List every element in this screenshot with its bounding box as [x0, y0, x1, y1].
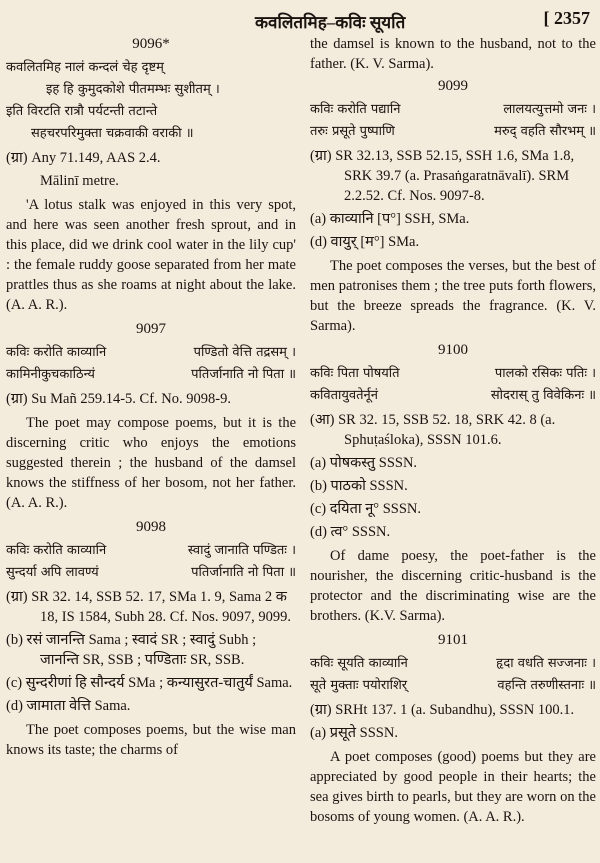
variant-reading: (b) पाठको SSSN.	[310, 478, 408, 494]
half-line: सुन्दर्या अपि लावण्यं	[6, 565, 99, 580]
half-line: लालयत्युत्तमो जनः ।	[503, 102, 596, 117]
sanskrit-line	[6, 342, 296, 364]
half-line: मरुद् वहति सौरभम् ॥	[494, 124, 596, 139]
half-line: कविः करोति काव्यानि	[6, 543, 107, 558]
sanskrit-line: कवलितमिह नालं कन्दलं चेह दृष्टम्	[6, 60, 164, 75]
sanskrit-line	[310, 653, 596, 675]
running-title: कवलितमिह–कविः सूयति	[255, 13, 406, 32]
half-line: पालको रसिकः पतिः ।	[494, 366, 596, 381]
translation: The poet composes the verses, but the best of men patronises them ; the tree puts forth flowers, but the breeze spreads the fragrance. (K. V. Sarma).	[310, 258, 596, 334]
translation-continued: the damsel is known to the husband, not to the father. (K. V. Sarma).	[310, 36, 596, 72]
variant-reading: (d) वायुर् [म°] SMa.	[310, 234, 420, 250]
metre-note: Mālinī metre.	[40, 173, 119, 189]
half-line: पतिर्जानाति नो पिता ॥	[191, 367, 296, 382]
right-column	[310, 34, 596, 833]
translation: The poet may compose poems, but it is the discerning critic who enjoys the emotions suggested therein ; the husband of the damsel knows the stiffness of her bosom, not her father. (A. A. R.).	[6, 415, 296, 511]
sanskrit-line	[310, 385, 596, 407]
translation: 'A lotus stalk was enjoyed in this very spot, and here was seen another fresh sprout, and in this place, did we drink cool water in the lily cup' : the female ruddy goose separated from her mate prattles thus as she roams at night about the lake. (A. A. R.).	[6, 197, 296, 313]
source-citation: (ग्रा) SR 32. 14, SSB 52. 17, SMa 1. 9, Sama 2 क 18, IS 1584, Subh 28. Cf. Nos. 9097, 9099.	[6, 589, 291, 625]
variant-reading: (a) प्रसूते SSSN.	[310, 725, 398, 741]
half-line: कविः करोति काव्यानि	[6, 345, 107, 360]
verse-number: 9099	[438, 78, 468, 94]
sanskrit-line	[310, 675, 596, 697]
sanskrit-line	[6, 540, 296, 562]
half-line: सोदरास् तु विवेकिनः ॥	[490, 388, 596, 403]
variant-reading: (b) रसं जानन्ति Sama ; स्वादं SR ; स्वादुं Subh ; जानन्ति SR, SSB ; पण्डिताः SR, SSB.	[6, 632, 257, 668]
page-number: [ 2357	[543, 8, 590, 28]
verse-9096	[6, 36, 296, 315]
sanskrit-line	[6, 562, 296, 584]
variant-reading: (c) सुन्दरीणां हि सौन्दर्य SMa ; कन्यासुरत-चातुर्यं Sama.	[6, 675, 293, 691]
half-line: स्वादुं जानाति पण्डितः ।	[187, 543, 296, 558]
variant-reading: (c) दयिता नू° SSSN.	[310, 501, 421, 517]
verse-number: 9098	[136, 519, 166, 535]
variant-reading: (a) पोषकस्तु SSSN.	[310, 455, 418, 471]
half-line: सूते मुक्ताः पयोराशिर्	[310, 678, 408, 693]
variant-reading: (a) काव्यानि [प°] SSH, SMa.	[310, 211, 470, 227]
half-line: कविः सूयति काव्यानि	[310, 656, 408, 671]
half-line: पण्डितो वेत्ति तद्रसम् ।	[193, 345, 296, 360]
half-line: तरुः प्रसूते पुष्पाणि	[310, 124, 395, 139]
translation: The poet composes poems, but the wise man knows its taste; the charms of	[6, 722, 296, 758]
verse-number: 9101	[438, 632, 468, 648]
half-line: कवितायुवतेर्नूनं	[310, 388, 378, 403]
sanskrit-line	[310, 121, 596, 143]
variant-reading: (d) त्व° SSSN.	[310, 524, 391, 540]
left-column	[6, 34, 296, 766]
translation: Of dame poesy, the poet-father is the nourisher, the discerning critic-husband is the protector and the discriminating wise are the brothers. (K.V. Sarma).	[310, 548, 596, 624]
verse-9101	[310, 632, 596, 827]
verse-number: 9100	[438, 342, 468, 358]
variant-reading: (d) जामाता वेत्ति Sama.	[6, 698, 131, 714]
half-line: कविः करोति पद्यानि	[310, 102, 401, 117]
source-citation: (ग्रा) SRHt 137. 1 (a. Subandhu), SSSN 100.1.	[310, 702, 575, 718]
sanskrit-line	[6, 364, 296, 386]
source-citation: (ग्रा) Any 71.149, AAS 2.4.	[6, 150, 161, 166]
half-line: वहन्ति तरुणीस्तनाः ॥	[497, 678, 596, 693]
sanskrit-line: इति विरटति रात्रौ पर्यटन्ती तटान्ते	[6, 104, 158, 119]
verse-9097	[6, 321, 296, 513]
verse-number: 9097	[136, 321, 166, 337]
source-citation: (आ) SR 32. 15, SSB 52. 18, SRK 42. 8 (a. Sphuṭaśloka), SSSN 101.6.	[310, 412, 556, 448]
half-line: कामिनीकुचकाठिन्यं	[6, 367, 95, 382]
sanskrit-line	[310, 363, 596, 385]
sanskrit-line: इह हि कुमुदकोशे पीतमम्भः सुशीतम् ।	[46, 82, 220, 97]
verse-9100	[310, 342, 596, 626]
running-header	[0, 6, 600, 36]
translation: A poet composes (good) poems but they are appreciated by good people in their hearts; the sea gives birth to pearls, but they are worn on the bosoms of young women. (A. A. R.).	[310, 749, 596, 825]
verse-9098	[6, 519, 296, 760]
verse-9099	[310, 78, 596, 336]
source-citation: (ग्रा) Su Mañ 259.14-5. Cf. No. 9098-9.	[6, 391, 231, 407]
half-line: कविः पिता पोषयति	[310, 366, 400, 381]
sanskrit-line: सहचरपरिमुक्ता चक्रवाकी वराकी ॥	[31, 126, 194, 141]
half-line: हृदा वधति सज्जनाः ।	[496, 656, 596, 671]
verse-number: 9096*	[132, 36, 170, 52]
source-citation: (ग्रा) SR 32.13, SSB 52.15, SSH 1.6, SMa 1.8, SRK 39.7 (a. Prasaṅgaratnāvalī). SRM 2.2.52. Cf. Nos. 9097-8.	[310, 148, 575, 204]
half-line: पतिर्जानाति नो पिता ॥	[191, 565, 296, 580]
sanskrit-line	[310, 99, 596, 121]
